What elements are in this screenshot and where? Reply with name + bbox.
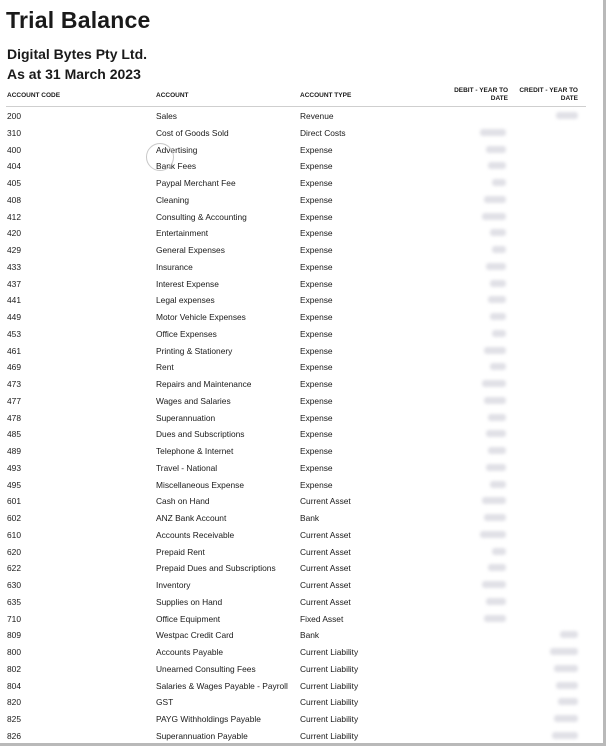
account-code-cell: 449 [7, 312, 21, 322]
account-code-cell: 461 [7, 345, 21, 356]
table-row [0, 291, 590, 308]
account-name-cell: Miscellaneous Expense [156, 479, 244, 490]
debit-amount-redacted [484, 397, 506, 404]
account-code-cell: 635 [7, 596, 21, 607]
table-row [0, 660, 590, 677]
debit-amount-redacted [482, 380, 506, 387]
account-code-cell: 469 [7, 362, 21, 373]
debit-amount-redacted [488, 564, 506, 571]
account-code-cell: 433 [7, 261, 21, 272]
account-type-cell: Current Liability [300, 680, 359, 691]
account-code-cell: 478 [7, 412, 21, 423]
account-type-cell: Expense [300, 161, 333, 172]
account-type-cell: Current Asset [300, 580, 351, 590]
account-code-cell: 630 [7, 580, 21, 590]
credit-amount-redacted [554, 715, 578, 722]
table-row [0, 576, 590, 593]
account-code-cell: 441 [7, 295, 21, 306]
account-name-cell: Repairs and Maintenance [156, 379, 252, 389]
debit-amount-redacted [488, 162, 506, 169]
account-code-cell: 495 [7, 479, 21, 490]
account-type-cell: Expense [300, 429, 333, 440]
account-type-cell: Current Asset [300, 563, 351, 574]
account-type-cell: Bank [300, 630, 320, 641]
account-code-cell: 800 [7, 647, 21, 657]
table-row [0, 157, 590, 174]
account-type-cell: Current Liability [300, 663, 359, 674]
report-title: Trial Balance [6, 7, 151, 33]
credit-amount-redacted [556, 682, 578, 689]
account-name-cell: Insurance [156, 261, 193, 272]
account-code-cell: 473 [7, 379, 21, 389]
account-type-cell: Expense [300, 261, 333, 272]
account-name-cell: GST [156, 697, 174, 708]
debit-amount-redacted [484, 615, 506, 622]
account-code-cell: 412 [7, 211, 21, 222]
table-row [0, 208, 590, 225]
header-credit [512, 87, 578, 103]
account-type-cell: Expense [300, 245, 333, 255]
account-type-cell: Expense [300, 395, 333, 406]
debit-amount-redacted [488, 414, 506, 421]
account-code-cell: 809 [7, 630, 21, 641]
account-type-cell: Current Asset [300, 496, 351, 507]
account-code-cell: 200 [7, 111, 21, 121]
table-row [0, 626, 590, 643]
account-name-cell: Accounts Payable [156, 647, 224, 657]
debit-amount-redacted [480, 129, 506, 136]
account-type-cell: Expense [300, 446, 333, 456]
account-name-cell: Westpac Credit Card [156, 630, 234, 641]
table-row [0, 191, 590, 208]
table-row [0, 559, 590, 576]
account-code-cell: 437 [7, 278, 21, 289]
table-row [0, 492, 590, 509]
account-name-cell: Inventory [156, 580, 191, 590]
header-account: ACCOUNT [156, 92, 189, 99]
table-row [0, 727, 590, 744]
debit-amount-redacted [488, 447, 506, 454]
table-row [0, 425, 590, 442]
account-name-cell: Sales [156, 111, 177, 121]
account-name-cell: Salaries & Wages Payable - Payroll [156, 680, 288, 691]
debit-amount-redacted [482, 497, 506, 504]
debit-amount-redacted [484, 347, 506, 354]
table-row [0, 124, 590, 141]
account-code-cell: 820 [7, 697, 21, 708]
account-code-cell: 493 [7, 462, 21, 473]
account-code-cell: 420 [7, 228, 21, 239]
debit-amount-redacted [486, 430, 506, 437]
debit-amount-redacted [490, 229, 506, 236]
account-name-cell: Motor Vehicle Expenses [156, 312, 246, 322]
credit-amount-redacted [550, 648, 578, 655]
credit-amount-redacted [560, 631, 578, 638]
debit-amount-redacted [492, 548, 506, 555]
account-type-cell: Expense [300, 295, 333, 306]
account-code-cell: 408 [7, 194, 21, 205]
debit-amount-redacted [490, 280, 506, 287]
account-type-cell: Expense [300, 362, 333, 373]
table-row [0, 442, 590, 459]
credit-amount-redacted [552, 732, 578, 739]
debit-amount-redacted [490, 363, 506, 370]
account-name-cell: Superannuation Payable [156, 730, 248, 741]
table-row [0, 543, 590, 560]
table-row [0, 375, 590, 392]
header-credit-line1: CREDIT - YEAR TO [519, 87, 578, 94]
debit-amount-redacted [486, 146, 506, 153]
account-type-cell: Expense [300, 178, 333, 188]
debit-amount-redacted [492, 179, 506, 186]
credit-amount-redacted [554, 665, 578, 672]
account-name-cell: Prepaid Dues and Subscriptions [156, 563, 276, 574]
account-code-cell: 601 [7, 496, 21, 507]
debit-amount-redacted [492, 330, 506, 337]
table-row [0, 224, 590, 241]
table-row [0, 409, 590, 426]
account-code-cell: 489 [7, 446, 21, 456]
account-code-cell: 404 [7, 161, 21, 172]
account-code-cell: 453 [7, 328, 21, 339]
debit-amount-redacted [490, 313, 506, 320]
account-type-cell: Expense [300, 312, 333, 322]
account-name-cell: Office Expenses [156, 328, 217, 339]
table-row [0, 710, 590, 727]
account-name-cell: General Expenses [156, 245, 225, 255]
account-code-cell: 400 [7, 144, 21, 155]
table-header [0, 86, 590, 106]
table-row [0, 593, 590, 610]
credit-amount-redacted [556, 112, 578, 119]
table-row [0, 693, 590, 710]
account-name-cell: Rent [156, 362, 174, 373]
header-debit [440, 87, 508, 103]
mouse-cursor-indicator [146, 143, 174, 171]
account-name-cell: Cleaning [156, 194, 190, 205]
table-row [0, 275, 590, 292]
account-type-cell: Expense [300, 328, 333, 339]
table-row [0, 476, 590, 493]
account-code-cell: 405 [7, 178, 21, 188]
debit-amount-redacted [492, 246, 506, 253]
table-row [0, 643, 590, 660]
account-name-cell: Cash on Hand [156, 496, 210, 507]
account-code-cell: 622 [7, 563, 21, 574]
account-name-cell: PAYG Withholdings Payable [156, 714, 261, 724]
table-row [0, 325, 590, 342]
account-code-cell: 620 [7, 546, 21, 557]
account-code-cell: 804 [7, 680, 21, 691]
header-account-type: ACCOUNT TYPE [300, 92, 352, 99]
account-type-cell: Current Liability [300, 647, 359, 657]
account-name-cell: Interest Expense [156, 278, 219, 289]
debit-amount-redacted [484, 196, 506, 203]
account-name-cell: ANZ Bank Account [156, 513, 227, 523]
account-name-cell: Superannuation [156, 412, 216, 423]
account-name-cell: Bank Fees [156, 161, 197, 172]
account-code-cell: 825 [7, 714, 21, 724]
header-account-code: ACCOUNT CODE [7, 92, 61, 99]
table-row [0, 358, 590, 375]
account-type-cell: Current Liability [300, 697, 359, 708]
account-type-cell: Current Asset [300, 529, 351, 540]
table-row [0, 107, 590, 124]
account-name-cell: Wages and Salaries [156, 395, 231, 406]
account-code-cell: 602 [7, 513, 21, 523]
account-code-cell: 429 [7, 245, 21, 255]
account-code-cell: 610 [7, 529, 21, 540]
account-type-cell: Expense [300, 412, 333, 423]
credit-amount-redacted [558, 698, 578, 705]
account-name-cell: Supplies on Hand [156, 596, 223, 607]
debit-amount-redacted [482, 581, 506, 588]
account-type-cell: Expense [300, 228, 333, 239]
table-row [0, 342, 590, 359]
account-name-cell: Legal expenses [156, 295, 215, 306]
table-row [0, 174, 590, 191]
account-code-cell: 826 [7, 730, 21, 741]
table-row [0, 610, 590, 627]
account-type-cell: Expense [300, 144, 333, 155]
account-type-cell: Current Asset [300, 546, 351, 557]
account-type-cell: Expense [300, 278, 333, 289]
table-row [0, 459, 590, 476]
table-row [0, 258, 590, 275]
table-row [0, 308, 590, 325]
account-type-cell: Fixed Asset [300, 613, 344, 624]
account-name-cell: Travel - National [156, 462, 218, 473]
account-name-cell: Accounts Receivable [156, 529, 235, 540]
company-name: Digital Bytes Pty Ltd. [7, 46, 148, 62]
account-type-cell: Expense [300, 479, 333, 490]
account-type-cell: Expense [300, 211, 333, 222]
debit-amount-redacted [486, 464, 506, 471]
account-name-cell: Dues and Subscriptions [156, 429, 245, 440]
debit-amount-redacted [484, 514, 506, 521]
debit-amount-redacted [490, 481, 506, 488]
account-name-cell: Advertising [156, 144, 198, 155]
account-type-cell: Expense [300, 379, 333, 389]
account-code-cell: 802 [7, 663, 21, 674]
account-type-cell: Current Liability [300, 730, 359, 741]
account-name-cell: Cost of Goods Sold [156, 127, 229, 138]
account-type-cell: Current Liability [300, 714, 359, 724]
account-code-cell: 310 [7, 127, 21, 138]
table-row [0, 141, 590, 158]
account-code-cell: 710 [7, 613, 21, 624]
account-name-cell: Consulting & Accounting [156, 211, 247, 222]
account-type-cell: Direct Costs [300, 127, 346, 138]
debit-amount-redacted [486, 598, 506, 605]
account-type-cell: Revenue [300, 111, 334, 121]
account-name-cell: Unearned Consulting Fees [156, 663, 256, 674]
debit-amount-redacted [486, 263, 506, 270]
account-name-cell: Prepaid Rent [156, 546, 205, 557]
account-name-cell: Paypal Merchant Fee [156, 178, 236, 188]
account-code-cell: 485 [7, 429, 21, 440]
header-credit-line2: DATE [560, 95, 578, 102]
account-type-cell: Expense [300, 345, 333, 356]
account-name-cell: Telephone & Internet [156, 446, 234, 456]
debit-amount-redacted [488, 296, 506, 303]
account-name-cell: Office Equipment [156, 613, 221, 624]
header-debit-line2: DATE [490, 95, 508, 102]
account-type-cell: Current Asset [300, 596, 351, 607]
table-row [0, 526, 590, 543]
account-type-cell: Bank [300, 513, 320, 523]
table-row [0, 677, 590, 694]
table-row [0, 392, 590, 409]
debit-amount-redacted [482, 213, 506, 220]
account-code-cell: 477 [7, 395, 21, 406]
table-row [0, 241, 590, 258]
header-debit-line1: DEBIT - YEAR TO [454, 87, 508, 94]
debit-amount-redacted [480, 531, 506, 538]
account-type-cell: Expense [300, 462, 333, 473]
table-row [0, 509, 590, 526]
account-name-cell: Entertainment [156, 228, 209, 239]
report-date: As at 31 March 2023 [7, 66, 141, 82]
account-type-cell: Expense [300, 194, 333, 205]
account-name-cell: Printing & Stationery [156, 345, 233, 356]
